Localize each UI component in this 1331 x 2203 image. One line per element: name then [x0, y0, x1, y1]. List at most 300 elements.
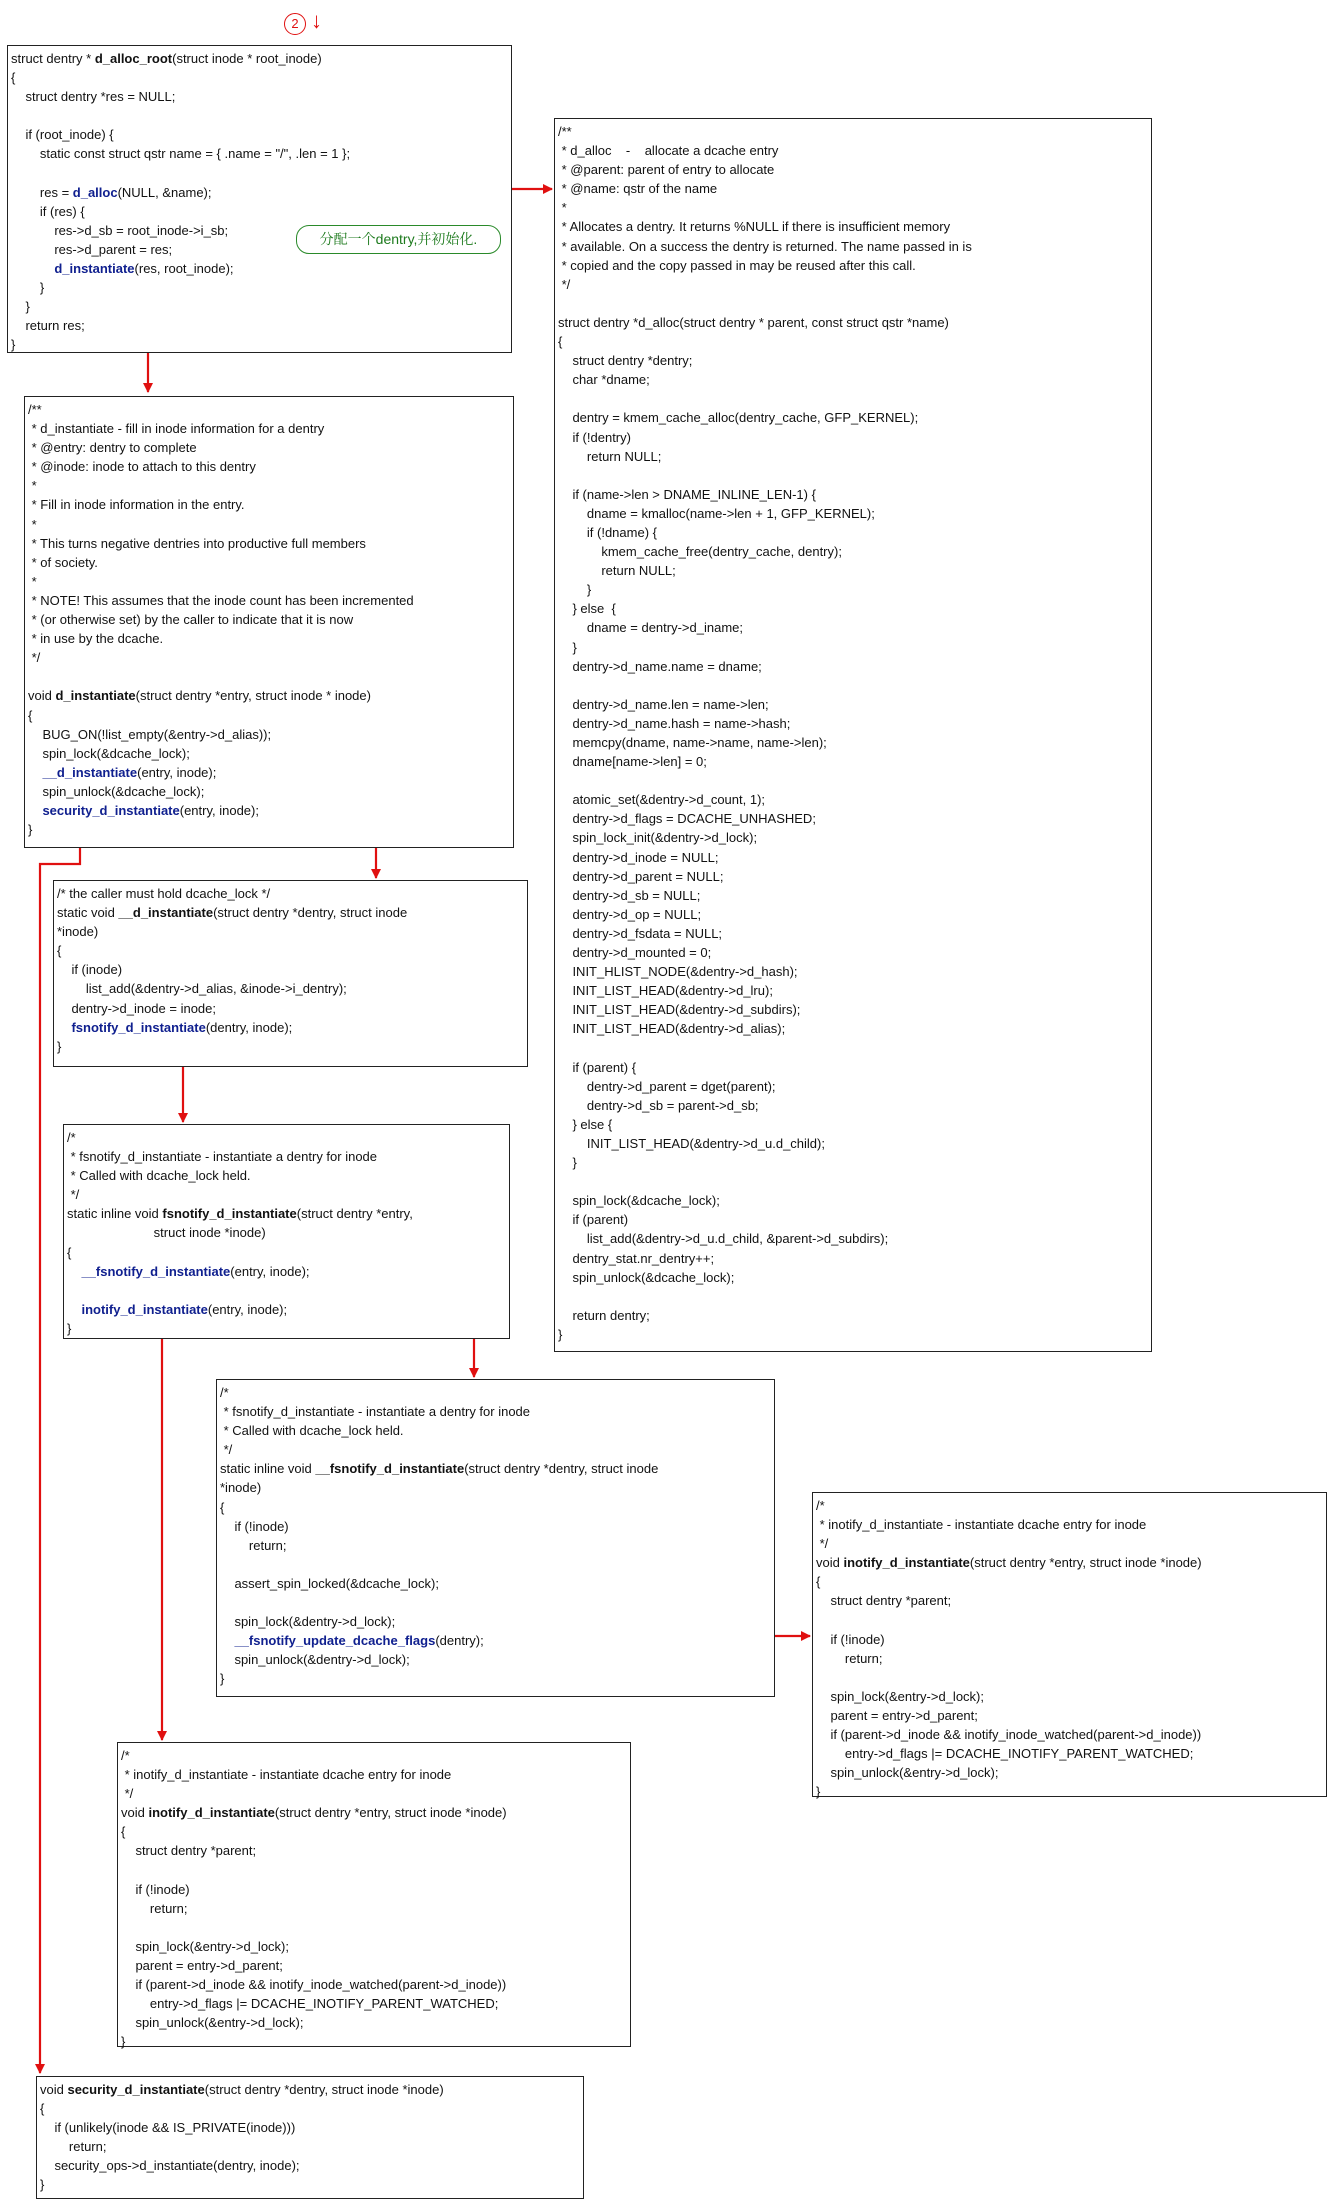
code-text: spin_lock(&dentry->d_lock); [220, 1614, 396, 1630]
code-line [121, 1861, 507, 1880]
code-text: } else { [558, 1116, 613, 1132]
code-text: { [558, 334, 563, 350]
code-line [558, 695, 972, 714]
code-text: dname = kmalloc(name->len + 1, GFP_KERNEL); [558, 505, 875, 521]
code-text: * Fill in inode information in the entry. [28, 497, 245, 513]
code-text: atomic_set(&dentry->d_count, 1); [558, 792, 766, 808]
code-text: } [121, 2034, 126, 2050]
code-text: dentry->d_sb = parent->d_sb; [558, 1097, 759, 1113]
function-call: __fsnotify_update_dcache_flags [234, 1633, 436, 1649]
code-text: struct dentry *dentry; [558, 353, 693, 369]
code-text: */ [558, 276, 571, 292]
code-line [28, 686, 414, 705]
code-text: entry->d_flags |= DCACHE_INOTIFY_PARENT_WATCHED; [121, 1996, 499, 2012]
code-line [67, 1185, 413, 1204]
code-text: } [40, 2177, 45, 2193]
code-text: dentry = kmem_cache_alloc(dentry_cache, GFP_KERNEL); [558, 410, 919, 426]
code-line [11, 335, 350, 354]
code-line [67, 1262, 413, 1281]
code-text: spin_lock(&entry->d_lock); [816, 1688, 984, 1704]
code-text: * d_instantiate - fill in inode information for a dentry [28, 421, 325, 437]
code-text [57, 1020, 71, 1035]
code-text: dentry->d_parent = NULL; [558, 868, 724, 884]
code-line [816, 1572, 1202, 1591]
code-text: } else { [558, 601, 616, 617]
code-line [57, 884, 407, 903]
function-name: fsnotify_d_instantiate [162, 1206, 297, 1222]
code-block [11, 49, 350, 355]
code-text: (dentry); [435, 1633, 484, 1649]
code-line [220, 1669, 658, 1688]
code-text: res = [11, 184, 73, 200]
code-line [816, 1782, 1202, 1801]
code-line [11, 297, 350, 316]
code-line [816, 1630, 1202, 1649]
code-text: * @entry: dentry to complete [28, 440, 197, 456]
code-line [220, 1402, 658, 1421]
step-number-marker: 2 [284, 13, 306, 35]
code-text: char *dname; [558, 372, 650, 388]
code-text: kmem_cache_free(dentry_cache, dentry); [558, 544, 842, 560]
code-line [558, 313, 972, 332]
code-line [558, 217, 972, 236]
code-line [558, 1306, 972, 1325]
code-line [67, 1300, 413, 1319]
code-line [11, 259, 350, 278]
code-block [558, 122, 972, 1344]
code-text: return; [816, 1650, 883, 1666]
code-line [220, 1631, 658, 1650]
code-line [28, 801, 414, 820]
code-text: * inotify_d_instantiate - instantiate dcache entry for inode [816, 1517, 1147, 1533]
code-text: (struct dentry *dentry, struct inode *inode) [204, 2082, 444, 2097]
code-line [121, 1746, 507, 1765]
code-text: return NULL; [558, 448, 662, 464]
fsnotify-d-instantiate-box [63, 1124, 510, 1339]
code-text: struct dentry *res = NULL; [11, 89, 176, 105]
code-text: dname = dentry->d_iname; [558, 620, 743, 636]
code-text: dentry->d_inode = NULL; [558, 849, 719, 865]
d-alloc-box [554, 118, 1152, 1352]
code-text: } [67, 1320, 72, 1336]
code-text: * [28, 573, 37, 589]
code-line [558, 924, 972, 943]
code-line [57, 922, 407, 941]
code-text: struct inode *inode) [67, 1225, 266, 1241]
code-text: parent = entry->d_parent; [816, 1708, 978, 1724]
code-text [28, 765, 42, 780]
code-text [220, 1633, 234, 1648]
code-text: (entry, inode); [230, 1263, 310, 1279]
code-line [558, 447, 972, 466]
code-line [220, 1459, 658, 1478]
code-text: dentry->d_fsdata = NULL; [558, 925, 723, 941]
code-text: * fsnotify_d_instantiate - instantiate a dentry for inode [220, 1404, 531, 1420]
code-line [558, 141, 972, 160]
code-line [558, 828, 972, 847]
code-line [28, 515, 414, 534]
code-text: if (parent) { [558, 1059, 637, 1075]
code-text: *inode) [57, 924, 99, 940]
code-line [67, 1281, 413, 1300]
code-line [28, 553, 414, 572]
code-line [558, 370, 972, 389]
code-line [558, 561, 972, 580]
code-text: if (parent->d_inode && inotify_inode_watched(parent->d_inode)) [816, 1727, 1202, 1743]
code-line [558, 1096, 972, 1115]
code-text: static inline void [67, 1206, 163, 1222]
code-line [558, 962, 972, 981]
code-text: spin_lock(&dcache_lock); [28, 745, 190, 761]
code-text [67, 1302, 81, 1317]
code-line [558, 1210, 972, 1229]
code-text: return; [220, 1537, 287, 1553]
code-text: res->d_parent = res; [11, 241, 173, 257]
code-line [121, 1841, 507, 1860]
code-line [558, 1134, 972, 1153]
code-text: * in use by the dcache. [28, 631, 164, 647]
code-line [11, 49, 350, 68]
code-line [558, 179, 972, 198]
code-line [28, 495, 414, 514]
code-line [28, 438, 414, 457]
code-text: parent = entry->d_parent; [121, 1958, 283, 1974]
code-line [121, 1765, 507, 1784]
code-line [220, 1478, 658, 1497]
code-text: spin_unlock(&dentry->d_lock); [220, 1652, 410, 1668]
code-text: /* [816, 1498, 825, 1513]
code-line [121, 1994, 507, 2013]
code-line [558, 1191, 972, 1210]
code-line [816, 1591, 1202, 1610]
code-text: */ [220, 1442, 233, 1458]
code-text: * Allocates a dentry. It returns %NULL if there is insufficient memory [558, 219, 951, 235]
code-line [28, 476, 414, 495]
code-text: if (name->len > DNAME_INLINE_LEN-1) { [558, 486, 816, 502]
function-name: d_alloc_root [94, 51, 173, 66]
code-text: } [558, 582, 592, 598]
underscore-fsnotify-d-instantiate-box [216, 1379, 775, 1697]
code-line [816, 1725, 1202, 1744]
code-text: } [28, 822, 33, 838]
code-line [121, 1803, 507, 1822]
code-text: dentry->d_flags = DCACHE_UNHASHED; [558, 811, 816, 827]
code-line [558, 867, 972, 886]
code-line [558, 1039, 972, 1058]
code-text: if (!dentry) [558, 429, 631, 445]
code-line [11, 144, 350, 163]
code-text: struct dentry *d_alloc(struct dentry * parent, const struct qstr *name) [558, 314, 949, 330]
code-line [67, 1166, 413, 1185]
code-line [67, 1223, 413, 1242]
d-alloc-root-box [7, 45, 512, 353]
code-line [558, 1325, 972, 1344]
code-text: if (!dname) { [558, 524, 657, 540]
code-text: * This turns negative dentries into productive full members [28, 535, 366, 551]
code-line [28, 820, 414, 839]
code-line [558, 1153, 972, 1172]
code-line [558, 886, 972, 905]
code-line [558, 714, 972, 733]
code-line [816, 1611, 1202, 1630]
function-name: d_instantiate [55, 688, 136, 704]
code-line [121, 1822, 507, 1841]
code-text: BUG_ON(!list_empty(&entry->d_alias)); [28, 726, 272, 742]
function-name: inotify_d_instantiate [843, 1555, 970, 1571]
code-text: (struct dentry *dentry, struct inode [213, 905, 408, 921]
code-line [11, 125, 350, 144]
code-text: dentry->d_op = NULL; [558, 906, 702, 922]
code-text: */ [121, 1786, 134, 1802]
code-line [558, 389, 972, 408]
code-line [28, 400, 414, 419]
code-line [28, 744, 414, 763]
code-line [558, 294, 972, 313]
code-text: static void [57, 905, 119, 921]
code-text: * inotify_d_instantiate - instantiate dcache entry for inode [121, 1767, 452, 1783]
code-text: * [28, 516, 37, 532]
code-line [558, 332, 972, 351]
code-line [11, 164, 350, 183]
code-line [11, 183, 350, 202]
code-line [816, 1763, 1202, 1782]
code-text: spin_unlock(&dcache_lock); [28, 783, 205, 799]
code-line [816, 1668, 1202, 1687]
code-text [28, 803, 42, 818]
code-line [558, 351, 972, 370]
code-text: (struct inode * root_inode) [172, 51, 322, 66]
code-line [558, 676, 972, 695]
code-line [558, 1115, 972, 1134]
code-line [40, 2137, 444, 2156]
code-line [121, 1937, 507, 1956]
code-line [57, 1018, 407, 1037]
code-text: security_ops->d_instantiate(dentry, inode); [40, 2158, 300, 2174]
code-block [816, 1496, 1202, 1802]
code-line [11, 106, 350, 125]
code-line [57, 1037, 407, 1056]
function-call: security_d_instantiate [42, 802, 180, 818]
inotify-d-instantiate-box-right [812, 1492, 1327, 1800]
code-text: { [28, 707, 33, 723]
function-name: __d_instantiate [118, 905, 214, 921]
code-line [220, 1421, 658, 1440]
code-text: * @name: qstr of the name [558, 181, 718, 197]
code-line [220, 1650, 658, 1669]
code-text: spin_unlock(&entry->d_lock); [816, 1765, 999, 1781]
code-text: * NOTE! This assumes that the inode count has been incremented [28, 592, 414, 608]
code-line [816, 1706, 1202, 1725]
code-text: spin_lock_init(&dentry->d_lock); [558, 830, 758, 846]
code-text: dentry->d_name.len = name->len; [558, 696, 769, 712]
code-line [558, 1077, 972, 1096]
code-text: * [558, 200, 567, 216]
code-text: /* [121, 1748, 130, 1763]
code-text: *inode) [220, 1480, 262, 1496]
code-text: memcpy(dname, name->name, name->len); [558, 735, 827, 750]
code-line [67, 1128, 413, 1147]
code-text: } [11, 299, 30, 315]
inotify-d-instantiate-box-left [117, 1742, 631, 2050]
code-line [558, 638, 972, 657]
code-text: (entry, inode); [179, 802, 259, 818]
function-call: d_instantiate [54, 261, 135, 277]
code-line [28, 610, 414, 629]
code-text: * Called with dcache_lock held. [67, 1168, 251, 1184]
code-line [816, 1534, 1202, 1553]
code-line [57, 960, 407, 979]
function-name: security_d_instantiate [67, 2082, 205, 2097]
code-text: spin_unlock(&dcache_lock); [558, 1269, 735, 1285]
code-text: (struct dentry *entry, [296, 1206, 413, 1222]
code-line [558, 771, 972, 790]
code-text: INIT_LIST_HEAD(&dentry->d_lru); [558, 983, 773, 999]
code-line [558, 1058, 972, 1077]
code-text: if (inode) [57, 962, 123, 978]
code-line [121, 1784, 507, 1803]
function-call: fsnotify_d_instantiate [71, 1019, 206, 1035]
code-line [816, 1496, 1202, 1515]
code-line [11, 68, 350, 87]
code-text: dname[name->len] = 0; [558, 754, 707, 770]
code-line [28, 706, 414, 725]
code-line [28, 782, 414, 801]
function-call: __fsnotify_d_instantiate [81, 1263, 231, 1279]
code-text: * @parent: parent of entry to allocate [558, 162, 775, 178]
code-text: * Called with dcache_lock held. [220, 1423, 404, 1439]
code-text: (struct dentry *entry, struct inode * inode) [135, 688, 371, 704]
code-line [28, 725, 414, 744]
code-text: */ [816, 1536, 829, 1552]
code-line [220, 1555, 658, 1574]
code-text: * [28, 478, 37, 494]
code-line [558, 485, 972, 504]
code-text: (dentry, inode); [205, 1019, 293, 1035]
code-text: } [11, 280, 45, 296]
code-text: * copied and the copy passed in may be reused after this call. [558, 257, 916, 273]
code-text: void [28, 688, 56, 704]
code-text: struct dentry * [11, 51, 95, 66]
code-line [558, 905, 972, 924]
code-line [220, 1612, 658, 1631]
code-text: void [816, 1555, 844, 1571]
code-line [57, 979, 407, 998]
code-text: return NULL; [558, 563, 676, 579]
code-line [67, 1319, 413, 1338]
code-text: (struct dentry *dentry, struct inode [464, 1461, 659, 1477]
code-line [558, 237, 972, 256]
code-line [40, 2118, 444, 2137]
code-line [816, 1553, 1202, 1572]
code-line [220, 1383, 658, 1402]
code-text: } [11, 337, 16, 353]
code-line [121, 1899, 507, 1918]
code-text: * (or otherwise set) by the caller to indicate that it is now [28, 612, 354, 628]
code-line [11, 87, 350, 106]
function-name: __fsnotify_d_instantiate [315, 1461, 465, 1477]
code-line [558, 943, 972, 962]
code-line [220, 1593, 658, 1612]
code-text: } [57, 1038, 62, 1054]
code-text: if (!inode) [121, 1881, 190, 1897]
callout-note: 分配一个dentry,并初始化. [296, 225, 501, 254]
function-call: d_alloc [72, 184, 118, 200]
code-text: /** [28, 402, 42, 417]
security-d-instantiate-box [36, 2076, 584, 2199]
code-text: (entry, inode); [137, 764, 217, 780]
function-call: inotify_d_instantiate [81, 1301, 208, 1317]
code-line [40, 2175, 444, 2194]
code-text: { [11, 70, 16, 86]
code-text: dentry->d_name.hash = name->hash; [558, 715, 791, 731]
d-instantiate-box [24, 396, 514, 848]
code-line [28, 419, 414, 438]
function-call: __d_instantiate [42, 764, 138, 780]
code-text: } [816, 1784, 821, 1800]
code-text: /* [67, 1130, 76, 1145]
code-line [558, 1229, 972, 1248]
code-text: { [220, 1499, 225, 1515]
code-line [558, 466, 972, 485]
code-text: return dentry; [558, 1307, 650, 1323]
code-text: if (parent) [558, 1212, 629, 1228]
code-text: INIT_LIST_HEAD(&dentry->d_alias); [558, 1021, 786, 1037]
code-line [28, 763, 414, 782]
code-line [28, 667, 414, 686]
code-line [40, 2099, 444, 2118]
code-text: if (unlikely(inode && IS_PRIVATE(inode))) [40, 2120, 296, 2136]
code-line [558, 1287, 972, 1306]
code-line [816, 1687, 1202, 1706]
code-text: * fsnotify_d_instantiate - instantiate a dentry for inode [67, 1149, 378, 1165]
code-line [558, 1019, 972, 1038]
code-line [558, 657, 972, 676]
code-block [57, 884, 407, 1056]
code-text: if (parent->d_inode && inotify_inode_watched(parent->d_inode)) [121, 1977, 507, 1993]
code-text: { [67, 1244, 72, 1260]
code-line [558, 1000, 972, 1019]
code-line [558, 848, 972, 867]
code-text: return; [121, 1900, 188, 1916]
code-text: dentry->d_name.name = dname; [558, 658, 762, 674]
code-line [558, 752, 972, 771]
code-text: assert_spin_locked(&dcache_lock); [220, 1575, 439, 1591]
code-text: (entry, inode); [207, 1301, 288, 1317]
code-text: INIT_LIST_HEAD(&dentry->d_u.d_child); [558, 1135, 825, 1151]
code-line [57, 903, 407, 922]
code-line [558, 408, 972, 427]
code-block [28, 400, 414, 839]
function-name: inotify_d_instantiate [148, 1805, 275, 1821]
code-text: } [220, 1671, 225, 1687]
code-text: * of society. [28, 554, 98, 570]
code-text: dentry->d_inode = inode; [57, 1000, 217, 1016]
code-text [11, 261, 54, 276]
code-text: /* [220, 1385, 229, 1400]
code-text: (NULL, &name); [117, 184, 212, 200]
code-text: if (root_inode) { [11, 127, 114, 143]
code-line [558, 790, 972, 809]
code-text: * d_alloc - allocate a dcache entry [558, 143, 779, 159]
code-text: */ [28, 650, 41, 666]
code-text: void [121, 1805, 149, 1821]
code-line [121, 1975, 507, 1994]
code-line [816, 1744, 1202, 1763]
code-text [67, 1264, 81, 1279]
code-block [121, 1746, 507, 2052]
code-block [67, 1128, 413, 1338]
code-text: static const struct qstr name = { .name = "/", .len = 1 }; [11, 146, 351, 162]
